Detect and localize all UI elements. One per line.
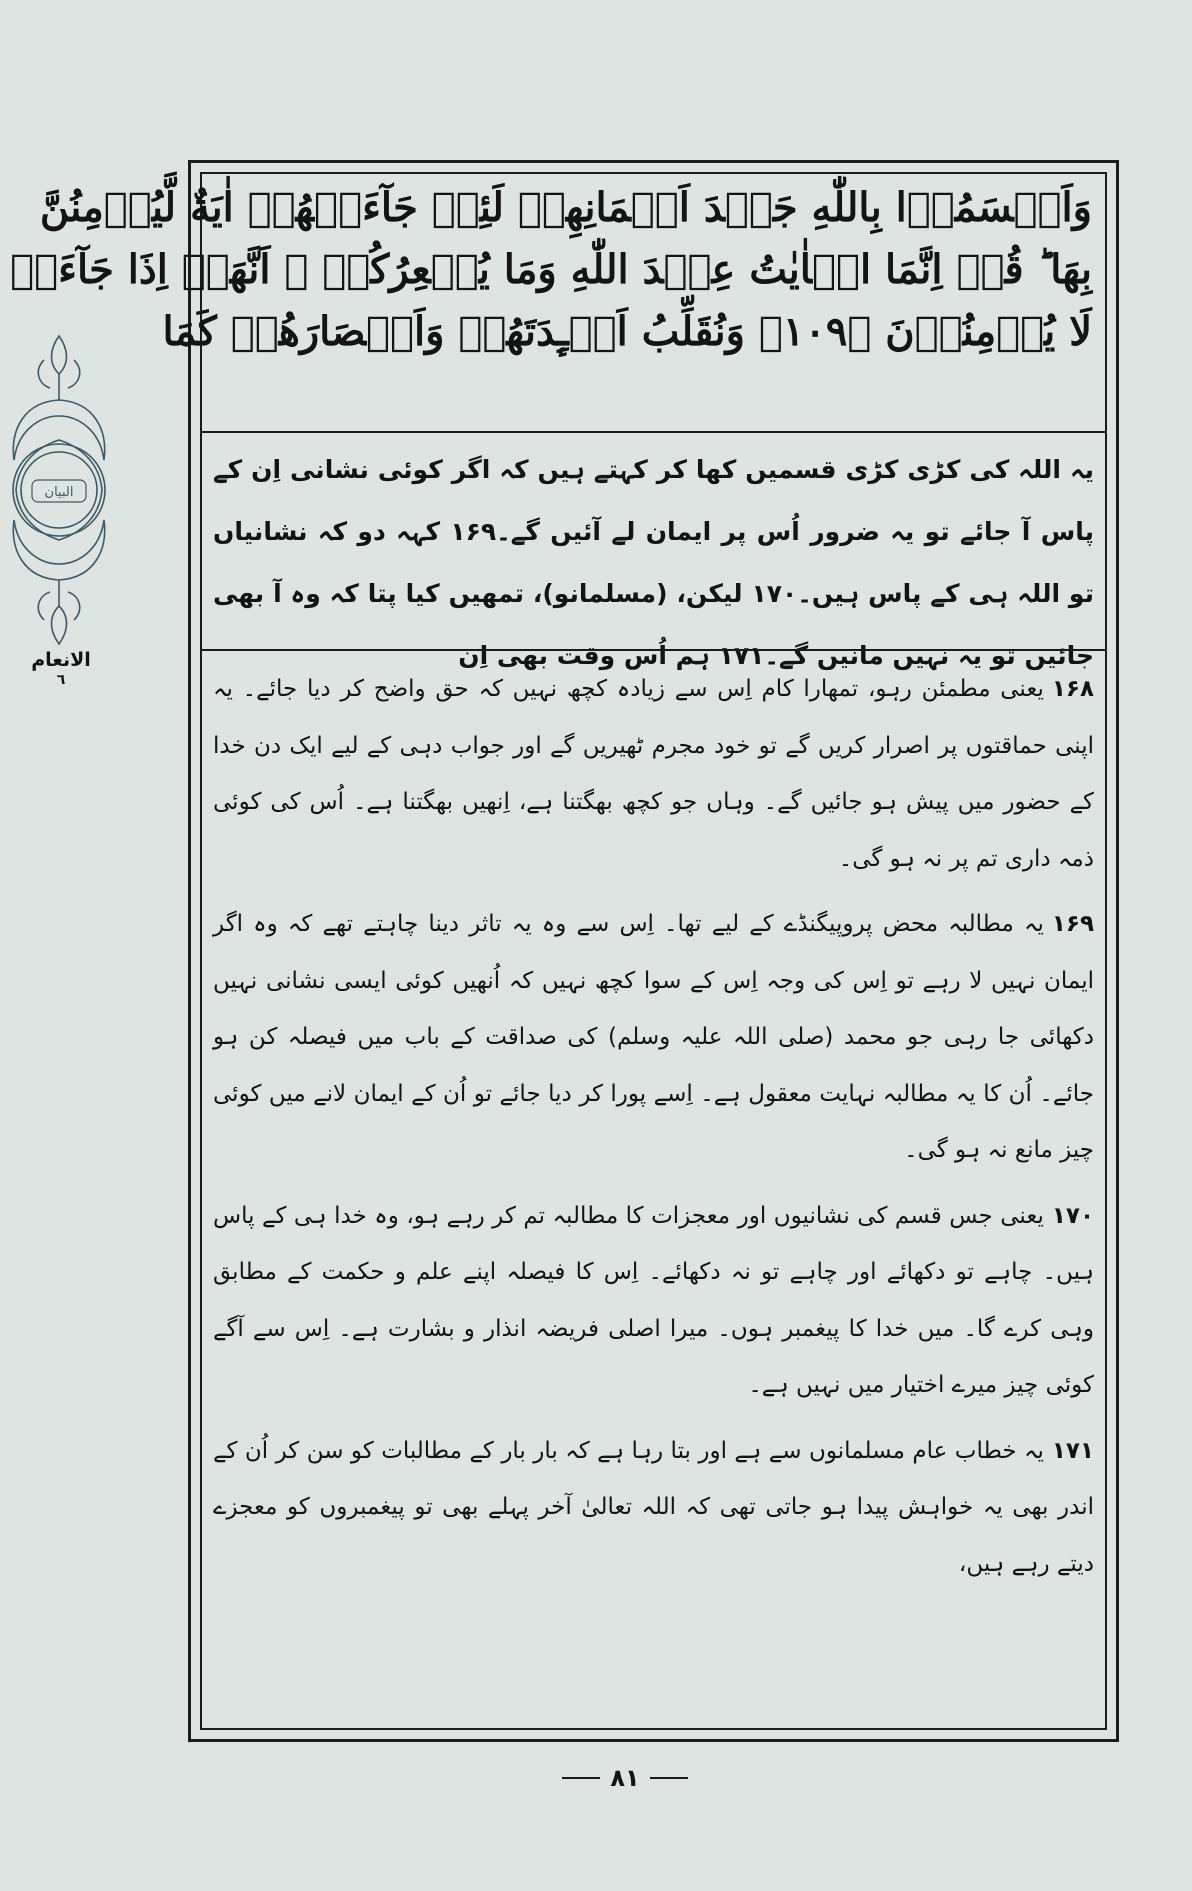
- note-text: یعنی جس قسم کی نشانیوں اور معجزات کا مطالبہ تم کر رہے ہو، وہ خدا ہی کے پاس ہیں۔ چاہے تو دکھائے اور چاہے تو نہ دکھائے۔ اِس کا فیصلہ اپنے علم و حکمت کے مطابق وہی کرے گا۔ میں خدا کا پیغمبر ہوں۔ میرا اصلی فریضہ انذار و بشارت ہے۔ اِس سے آگے کوئی چیز میرے اختیار میں نہیں ہے۔: [213, 1202, 1094, 1398]
- verse-line: لَا يُؤۡمِنُوۡنَ ﴿١٠٩﴾ وَنُقَلِّبُ اَفۡـِٕدَتَهُمۡ وَاَبۡصَارَهُمۡ كَمَا: [162, 308, 1092, 355]
- surah-number: ٦: [56, 672, 66, 688]
- page-number-rule-right: [650, 1777, 688, 1779]
- surah-label: [20, 648, 102, 688]
- verse-line: بِهَا ؕ قُلۡ اِنَّمَا الۡاٰيٰتُ عِنۡدَ اللّٰهِ وَمَا يُشۡعِرُكُمۡ ۙ اَنَّهَاۤ اِذَا جَآءَتۡ: [10, 246, 1092, 293]
- note-number: ۱۶۹: [1051, 911, 1094, 937]
- verse-line: وَاَقۡسَمُوۡا بِاللّٰهِ جَهۡدَ اَيۡمَانِهِمۡ لَئِنۡ جَآءَتۡهُمۡ اٰيَةٌ لَّيُؤۡمِنُنَّ: [39, 184, 1092, 231]
- note-paragraph: [213, 1188, 1094, 1414]
- note-text: یہ خطاب عام مسلمانوں سے ہے اور بتا رہا ہے کہ بار بار کے مطالبات کو سن کر اُن کے اندر بھی یہ خواہش پیدا ہو جاتی تھی کہ اللہ تعالیٰ آخر پہلے بھی تو پیغمبروں کو معجزے دیتے رہے ہیں،: [213, 1437, 1094, 1577]
- translation-divider: [201, 649, 1106, 651]
- translation-text: یہ اللہ کی کڑی کڑی قسمیں کھا کر کہتے ہیں کہ اگر کوئی نشانی اِن کے پاس آ جائے تو یہ ضرور اُس پر ایمان لے آئیں گے۔۱۶۹ کہہ دو کہ نشانیاں تو اللہ ہی کے پاس ہیں۔۱۷۰ لیکن، (مسلمانو)، تمھیں کیا پتا کہ وہ آ بھی جائیں تو یہ نہیں مانیں گے۔۱۷۱ ہم اُس وقت بھی اِن: [213, 455, 1094, 670]
- note-paragraph: [213, 896, 1094, 1179]
- commentary-notes: [213, 661, 1094, 1729]
- note-text: یہ مطالبہ محض پروپیگنڈے کے لیے تھا۔ اِس سے وہ یہ تاثر دینا چاہتے تھے کہ وہ اگر ایمان نہیں لا رہے تو اِس کی وجہ اِس کے سوا کچھ نہیں کہ اُنھیں کوئی ایسی نشانی نہیں دکھائی جا رہی جو محمد (صلی اللہ علیہ وسلم) کی صداقت کے باب میں فیصلہ کن ہو جائے۔ اُن کا یہ مطالبہ نہایت معقول ہے۔ اِسے پورا کر دیا جائے تو اُن کے ایمان لانے میں کوئی چیز مانع نہ ہو گی۔: [213, 911, 1094, 1163]
- page-number: [560, 1763, 690, 1793]
- page-number-rule-left: [562, 1777, 600, 1779]
- ornament-title: البیان: [44, 485, 74, 500]
- note-paragraph: [213, 1423, 1094, 1593]
- quran-verse-block: [10, 177, 1092, 415]
- note-number: ۱۷۰: [1051, 1202, 1094, 1229]
- note-paragraph: [213, 661, 1094, 887]
- note-text: یعنی مطمئن رہو، تمھارا کام اِس سے زیادہ کچھ نہیں کہ حق واضح کر دیا جائے۔ یہ اپنی حماقتوں پر اصرار کریں گے تو خود مجرم ٹھیریں گے اور جواب دہی کے لیے ایک دن خدا کے حضور میں پیش ہو جائیں گے۔ وہاں جو کچھ بھگتنا ہے، اِنھیں بھگتنا ہے۔ اُس کی کوئی ذمہ داری تم پر نہ ہو گی۔: [213, 676, 1094, 872]
- note-number: ۱۶۸: [1051, 676, 1094, 702]
- margin-ornament-icon: [4, 330, 114, 650]
- surah-name: الانعام: [31, 649, 91, 671]
- page-number-text: ۸۱: [610, 1764, 640, 1792]
- note-number: ۱۷۱: [1051, 1437, 1094, 1464]
- verse-divider: [201, 431, 1106, 433]
